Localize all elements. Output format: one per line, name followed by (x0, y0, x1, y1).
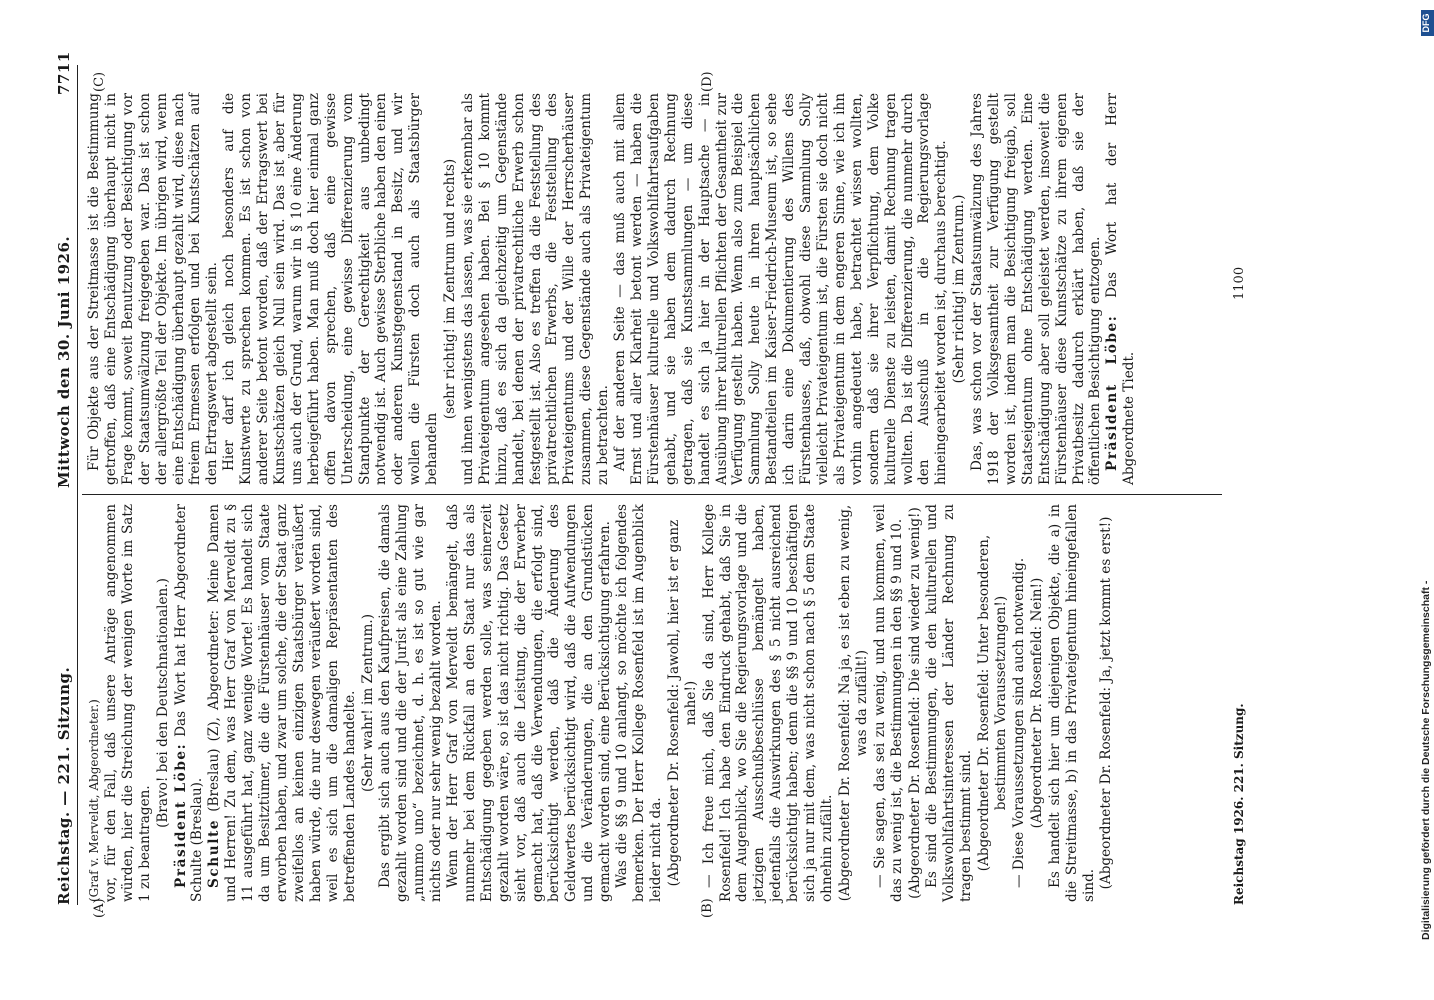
paragraph: Es sind die Bestimmungen, die den kulturellen und Volkswohlfahrtsinteressen der Länder Rechnung zu tragen bestimmt sind. (924, 504, 975, 902)
interjection: (Abgeordneter Dr. Rosenfeld: Na ja, es ist eben zu wenig, was da zufällt!) (836, 504, 870, 902)
paragraph: Das Wort hat Herr Abgeordneter Schulte (Breslau). (172, 503, 206, 902)
speaker-name: Präsident Löbe: (1104, 314, 1121, 471)
speaker-name: Präsident Löbe: (172, 742, 189, 888)
interjection: (sehr richtig! im Zentrum und rechts) (442, 158, 459, 420)
margin-mark-b: (B) (700, 898, 715, 918)
right-column (86, 93, 1138, 485)
paragraph: Das, was schon vor der Staatsumwälzung des Jahres 1918 der Volksgesamtheit zur Verfügung gestellt worden ist, indem man die Besichtigung freigab, soll Staatseigentum ohne Entschädigung werden. Eine Entschädigung aber soll geleistet werden, insoweit die Fürstenhäuser diese Kunstschätze zu ihrem eigenen Privatbesitz dadurch erklärt haben, daß sie der öffentlichen Besichtigung entzogen. (969, 93, 1104, 485)
paragraph: Es handelt sich hier um diejenigen Objekte, die a) in die Streitmasse, b) in das Privateigentum hineingefallen sind. (1046, 504, 1097, 902)
interjection: (Abgeordneter Dr. Rosenfeld: Jawohl, hier ist er ganz nahe!) (665, 519, 699, 887)
paragraph: vor, für den Fall, daß unsere Anträge angenommen würden, hier die Streichung der wenigen Worte im Satz 1 zu beantragen. (102, 504, 153, 902)
interjection: (Abgeordneter Dr. Rosenfeld: Unter besonderen, bestimmten Voraussetzungen!) (976, 534, 1010, 872)
interjection: (Sehr wahr! im Zentrum.) (359, 613, 376, 793)
watermark-text: Digitalisierung gefördert durch die Deutsche Forschungsgemeinschaft - (1420, 580, 1432, 940)
interjection: (Abgeordneter Dr. Rosenfeld: Nein!) (1028, 577, 1045, 829)
paragraph: — Sie sagen, das sei zu wenig, und nun kommen, weil das zu wenig ist, die Bestimmungen in den §§ 9 und 10. (871, 504, 905, 902)
interjection: (Sehr richtig! im Zentrum.) (951, 194, 968, 384)
paragraph: Was die §§ 9 und 10 anlangt, so möchte ich folgendes bemerken. Der Herr Kollege Rosenfeld ist im Augenblick leider nicht da. (614, 504, 664, 902)
interjection: (Abgeordneter Dr. Rosenfeld: Ja, jetzt kommt es erst!) (1098, 516, 1115, 890)
running-header-date: Mittwoch den 30. Juni 1926. (55, 235, 73, 488)
speaker-continued: (Graf v. Merveldt, Abgeordneter.) (87, 699, 101, 902)
paragraph: und ihnen wenigstens das lassen, was sie erkennbar als Privateigentum angesehen haben. Bei § 10 kommt hinzu, daß es sich da gleichzeitig um Gegenstände handelt, bei denen der privatrechtliche Erwerb schon festgestellt ist. Also es treffen da die Feststellung des privatrechtlichen Erwerbs, die Feststellung des Privateigentums und der Wille der Herrscherhäuser zusammen, diese Gegenstände auch als Privateigentum zu betrachten. (459, 93, 612, 485)
sheet-number: 1100 (1232, 266, 1247, 300)
column-divider (82, 494, 1222, 495)
page-number: 7711 (55, 51, 73, 95)
paragraph: (Breslau) (Z), Abgeordneter: Meine Damen und Herren! Zu dem, was Herr Graf von Merveldt zu § 11 ausgeführt hat, ganz wenige Worte! Es handelt sich da um Besitztümer, die die Fürstenhäuser vom Staate erworben haben, und zwar um solche, die der Staat ganz zweifellos an keinen einzigen Staatsbürger veräußert haben würde, die nur deswegen veräußert worden sind, weil es sich um die damaligen Repräsentanten des betreffenden Landes handelte. (206, 504, 358, 902)
paragraph: Das ergibt sich auch aus den Kaufpreisen, die damals gezahlt worden sind und die der Jurist als eine Zahlung „nummo uno“ bezeichnet, d. h. es ist so gut wie gar nichts oder nur sehr wenig bezahlt worden. (377, 504, 445, 902)
interjection: (Abgeordneter Dr. Rosenfeld: Die sind wieder zu wenig!) (906, 507, 923, 899)
paragraph: — Ich freue mich, daß Sie da sind, Herr Kollege Rosenfeld! Ich habe den Eindruck gehabt, daß Sie in dem Augenblick, wo Sie die Regierungsvorlage und die jetzigen Ausschußbeschlüsse bemängelt haben, jedenfalls die Auswirkungen des § 5 nicht ausreichend berücksichtigt haben; denn die §§ 9 und 10 beschäftigen sich ja nur mit dem, was nicht schon nach § 5 dem Staate ohnehin zufällt. (700, 504, 835, 902)
interjection: (Bravo! bei den Deutschnationalen.) (154, 578, 171, 828)
dfg-logo-text: DFG (1421, 13, 1431, 33)
paragraph: Hier darf ich gleich noch besonders auf die Kunstwerte zu sprechen kommen. Es ist schon von anderer Seite betont worden, daß der Ertragswert bei Kunstschätzen gleich Null sein wird. Das ist aber für uns auch der Grund, warum wir in § 10 eine Änderung herbeigeführt haben. Man muß doch hier einmal ganz offen davon sprechen, daß eine gewisse Unterscheidung, eine gewisse Differenzierung vom Standpunkte der Gerechtigkeit aus unbedingt notwendig ist. Auch gewisse Sterbliche haben den einen oder anderen Kunstgegenstand in Besitz, und wir wollen die Fürsten doch auch als Staatsbürger behandeln (221, 93, 441, 485)
footer-signature: Reichstag 1926. 221. Sitzung. (1232, 703, 1246, 905)
header-rule (77, 65, 78, 905)
paragraph: Das Wort hat der Herr Abgeordnete Tiedt. (1104, 92, 1138, 485)
paragraph: Für Objekte aus der Streitmasse ist die Bestimmung getroffen, daß eine Entschädigung überhaupt nicht in Frage kommt, soweit Benutzung oder Besichtigung vor der Staatsumwälzung freigegeben war. Das ist schon der allergrößte Teil der Objekte. Im übrigen wird, wenn eine Entschädigung überhaupt gezahlt wird, diese nach freiem Ermessen erfolgen und bei Kunstschätzen auf den Ertragswert abgestellt sein. (86, 93, 221, 485)
running-header-left: Reichstag. — 221. Sitzung. (55, 666, 73, 905)
dfg-watermark (1420, 10, 1434, 950)
left-column (86, 504, 1116, 902)
paragraph: — Diese Voraussetzungen sind auch notwendig. (1010, 557, 1027, 888)
speaker-name: Schulte (206, 818, 223, 888)
margin-mark-a: (A) (92, 898, 107, 918)
paragraph: Wenn der Herr Graf von Merveldt bemängelt, daß nunmehr bei dem Rückfall an den Staat nur das als Entschädigung gegeben werden solle, was seinerzeit gezahlt worden wäre, so ist das nicht richtig. Das Gesetz sieht vor, daß auch die Leistung, die der Erwerber gemacht hat, daß die Verwendungen, die erfolgt sind, berücksichtigt werden, daß die Änderung des Geldwertes berücksichtigt wird, daß die Aufwendungen und die Veränderungen, die an den Grundstücken gemacht worden sind, eine Berücksichtigung erfahren. (445, 504, 614, 902)
paragraph: Auf der anderen Seite — das muß auch mit allem Ernst und aller Klarheit betont werden — haben die Fürstenhäuser kulturelle und Volkswohlfahrtsaufgaben gehabt, und sie haben dem dadurch Rechnung getragen, daß sie Kunstsammlungen — um diese handelt es sich ja hier in der Hauptsache — in Ausübung ihrer kulturellen Pflichten der Gesamtheit zur Verfügung gestellt haben. Wenn also zum Beispiel die Sammlung Solly heute in ihren hauptsächlichen Bestandteilen im Kaiser-Friedrich-Museum ist, so sehe ich darin eine Dokumentierung des Willens des Fürstenhauses, daß, obwohl diese Sammlung Solly vielleicht Privateigentum ist, die Fürsten sie doch nicht als Privateigentum in dem engeren Sinne, wie ich ihn vorhin angedeutet habe, betrachtet wissen wollten, sondern daß sie ihrer Verpflichtung, dem Volke kulturelle Dienste zu leisten, damit Rechnung tragen wollten. Da ist die Differenzierung, die nunmehr durch den Ausschuß in die Regierungsvorlage hineingearbeitet worden ist, durchaus berechtigt. (612, 93, 950, 485)
margin-mark-c: (C) (92, 71, 107, 92)
margin-mark-d: (D) (700, 71, 715, 92)
